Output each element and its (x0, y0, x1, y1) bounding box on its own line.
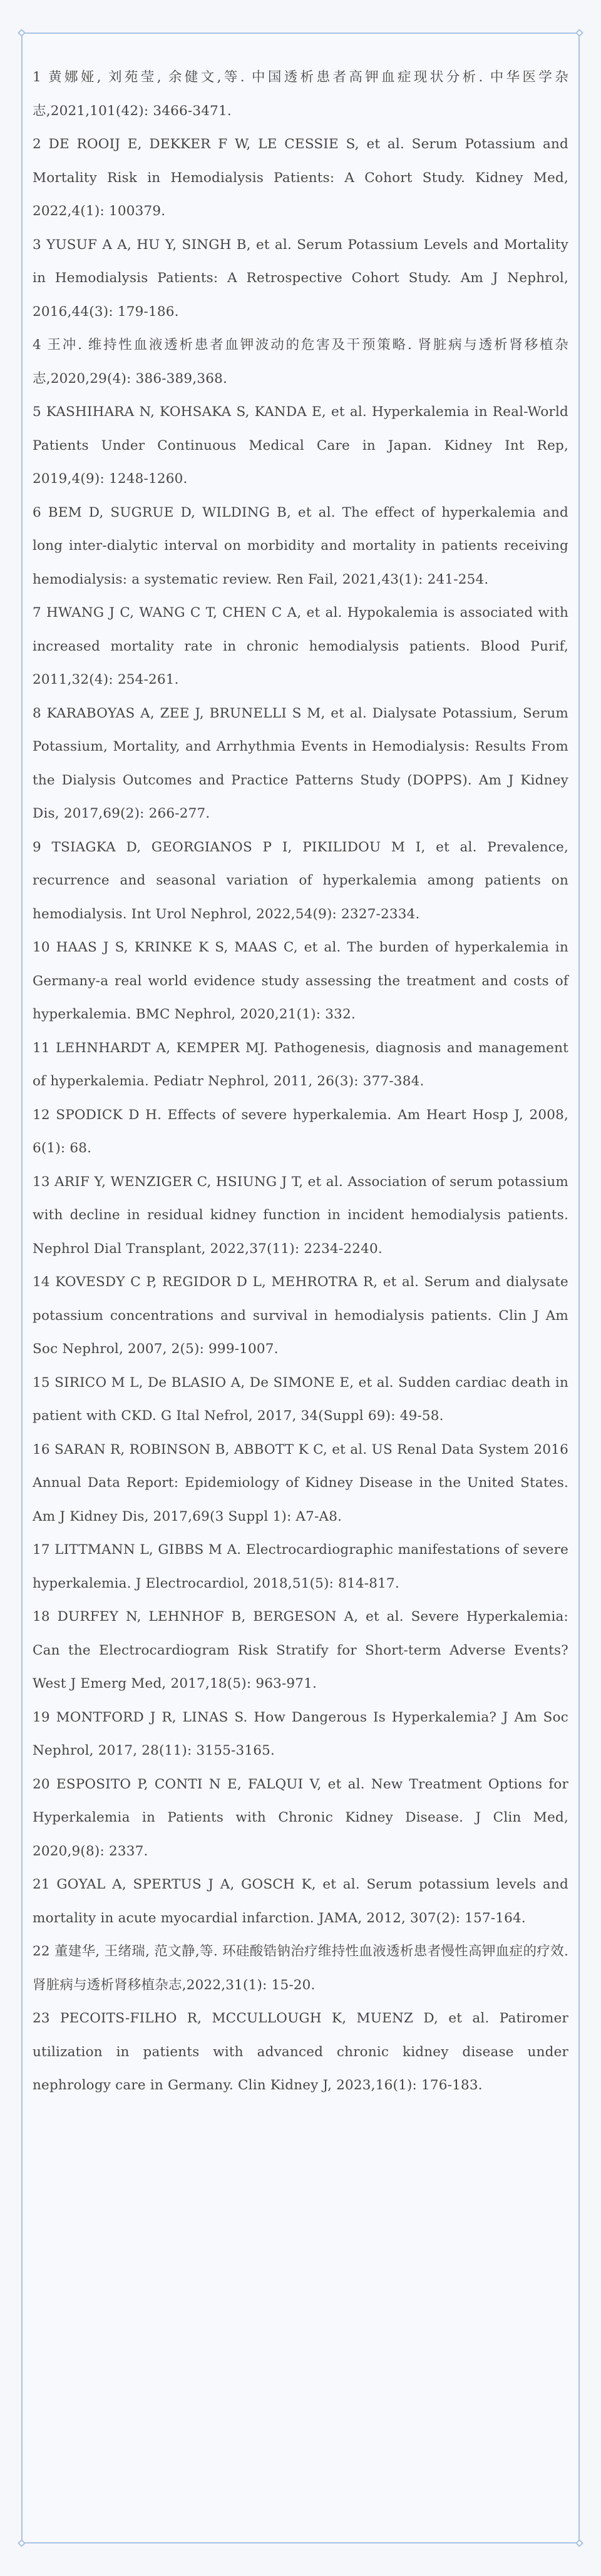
reference-item: 11 LEHNHARDT A, KEMPER MJ. Pathogenesis, diagnosis and management of hyperkalemia. Pediatr Nephrol, 2011, 26(3): 377-384. (33, 1040, 568, 1089)
reference-item: 17 LITTMANN L, GIBBS M A. Electrocardiographic manifestations of severe hyperkalemia. J Electrocardiol, 2018,51(5): 814-817. (33, 1542, 568, 1591)
reference-item: 22 董建华, 王绪瑞, 范文静,等. 环硅酸锆钠治疗维持性血液透析患者慢性高钾血症的疗效. 肾脏病与透析肾移植杂志,2022,31(1): 15-20. (33, 1944, 568, 1993)
reference-item: 13 ARIF Y, WENZIGER C, HSIUNG J T, et al. Association of serum potassium with decline in residual kidney function in incident hemodialysis patients. Nephrol Dial Transplant, 2022,37(11): 2234-2240. (33, 1174, 568, 1257)
reference-item: 9 TSIAGKA D, GEORGIANOS P I, PIKILIDOU M I, et al. Prevalence, recurrence and seasonal variation of hyperkalemia among patients on hemodialysis. Int Urol Nephrol, 2022,54(9): 2327-2334. (33, 839, 568, 922)
reference-item: 4 王冲. 维持性血液透析患者血钾波动的危害及干预策略. 肾脏病与透析肾移植杂志,2020,29(4): 386-389,368. (33, 337, 568, 387)
reference-item: 20 ESPOSITO P, CONTI N E, FALQUI V, et al. New Treatment Options for Hyperkalemia in Patients with Chronic Kidney Disease. J Clin Med, 2020,9(8): 2337. (33, 1776, 568, 1859)
reference-item: 10 HAAS J S, KRINKE K S, MAAS C, et al. The burden of hyperkalemia in Germany-a real world evidence study assessing the treatment and costs of hyperkalemia. BMC Nephrol, 2020,21(1): 332. (33, 940, 568, 1022)
reference-item: 15 SIRICO M L, De BLASIO A, De SIMONE E, et al. Sudden cardiac death in patient with CKD. G Ital Nefrol, 2017, 34(Suppl 69): 49-58. (33, 1374, 568, 1424)
reference-item: 19 MONTFORD J R, LINAS S. How Dangerous Is Hyperkalemia? J Am Soc Nephrol, 2017, 28(11): 3155-3165. (33, 1709, 568, 1758)
reference-item: 7 HWANG J C, WANG C T, CHEN C A, et al. Hypokalemia is associated with increased mortality rate in chronic hemodialysis patients. Blood Purif, 2011,32(4): 254-261. (33, 605, 568, 687)
reference-item: 6 BEM D, SUGRUE D, WILDING B, et al. The effect of hyperkalemia and long inter-dialytic interval on morbidity and mortality in patients receiving hemodialysis: a systematic review. Ren Fail, 2021,43(1): 241-254. (33, 504, 568, 587)
reference-item: 23 PECOITS-FILHO R, MCCULLOUGH K, MUENZ D, et al. Patiromer utilization in patients with advanced chronic kidney disease under nephrology care in Germany. Clin Kidney J, 2023,16(1): 176-183. (33, 2011, 568, 2093)
reference-item: 14 KOVESDY C P, REGIDOR D L, MEHROTRA R, et al. Serum and dialysate potassium concentrations and survival in hemodialysis patients. Clin J Am Soc Nephrol, 2007, 2(5): 999-1007. (33, 1274, 568, 1357)
reference-item: 18 DURFEY N, LEHNHOF B, BERGESON A, et al. Severe Hyperkalemia: Can the Electrocardiogram Risk Stratify for Short-term Adverse Events? West J Emerg Med, 2017,18(5): 963-971. (33, 1609, 568, 1691)
reference-item: 21 GOYAL A, SPERTUS J A, GOSCH K, et al. Serum potassium levels and mortality in acute myocardial infarction. JAMA, 2012, 307(2): 157-164. (33, 1877, 568, 1926)
reference-item: 1 黄娜娅, 刘苑莹, 余健文,等. 中国透析患者高钾血症现状分析. 中华医学杂志,2021,101(42): 3466-3471. (33, 69, 568, 119)
reference-item: 2 DE ROOIJ E, DEKKER F W, LE CESSIE S, et al. Serum Potassium and Mortality Risk in Hemodialysis Patients: A Cohort Study. Kidney Med, 2022,4(1): 100379. (33, 136, 568, 219)
reference-item: 16 SARAN R, ROBINSON B, ABBOTT K C, et al. US Renal Data System 2016 Annual Data Report: Epidemiology of Kidney Disease in the United States. Am J Kidney Dis, 2017,69(3 Suppl 1): A7-A8. (33, 1441, 568, 1524)
reference-item: 12 SPODICK D H. Effects of severe hyperkalemia. Am Heart Hosp J, 2008, 6(1): 68. (33, 1107, 568, 1156)
reference-item: 8 KARABOYAS A, ZEE J, BRUNELLI S M, et al. Dialysate Potassium, Serum Potassium, Mortality, and Arrhythmia Events in Hemodialysis: Results From the Dialysis Outcomes and Practice Patterns Study (DOPPS). Am J Kidney Dis, 2017,69(2): 266-277. (33, 705, 568, 821)
reference-item: 3 YUSUF A A, HU Y, SINGH B, et al. Serum Potassium Levels and Mortality in Hemodialysis Patients: A Retrospective Cohort Study. Am J Nephrol, 2016,44(3): 179-186. (33, 236, 568, 320)
reference-list (33, 61, 568, 2102)
reference-item: 5 KASHIHARA N, KOHSAKA S, KANDA E, et al. Hyperkalemia in Real-World Patients Under Continuous Medical Care in Japan. Kidney Int Rep, 2019,4(9): 1248-1260. (33, 404, 568, 487)
